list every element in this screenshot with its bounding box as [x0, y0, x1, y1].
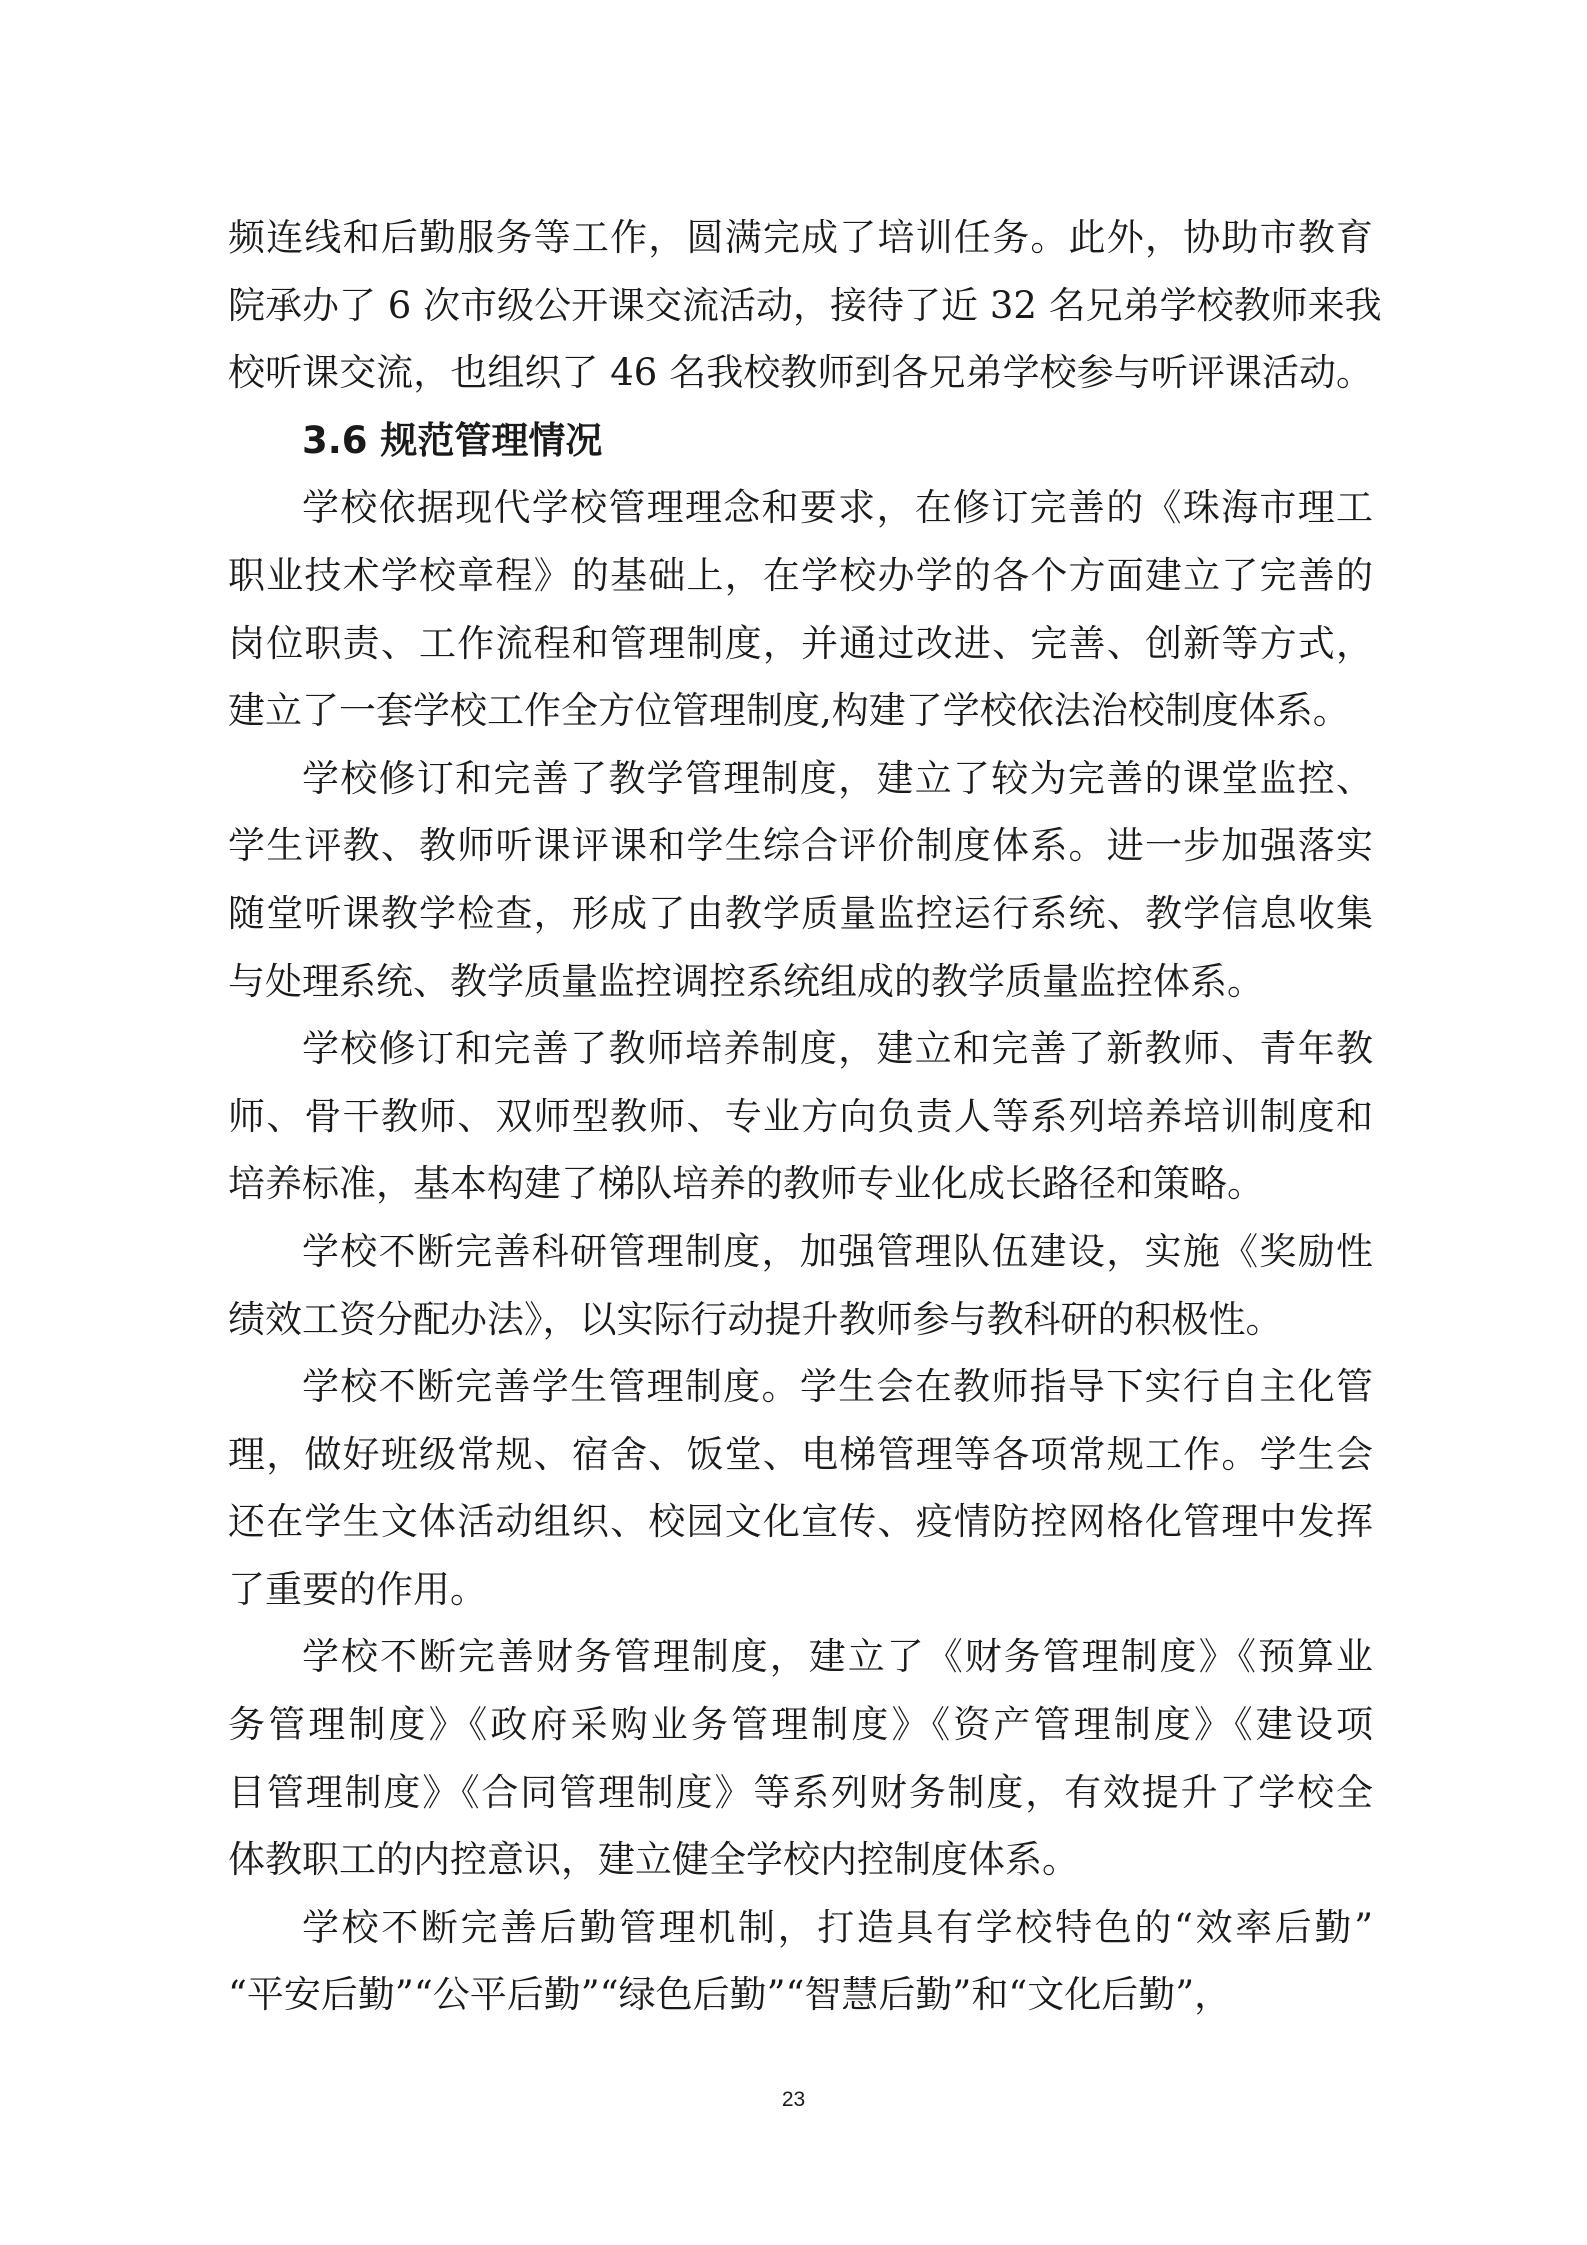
- text-line: 学校修订和完善了教师培养制度，建立和完善了新教师、青年教: [302, 1027, 1373, 1071]
- text-line: “平安后勤”“公平后勤”“绿色后勤”“智慧后勤”和“文化后勤”，: [228, 1973, 1232, 2017]
- text-line: 体教职工的内控意识，建立健全学校内控制度体系。: [228, 1838, 1079, 1882]
- paragraph: [228, 1015, 1373, 1218]
- paragraph: [228, 474, 1373, 744]
- text-line: 校听课交流，也组织了 46 名我校教师到各兄弟学校参与听评课活动。: [228, 351, 1373, 395]
- text-line: 学校不断完善财务管理制度，建立了《财务管理制度》《预算业: [302, 1635, 1373, 1679]
- text-line: 建立了一套学校工作全方位管理制度,构建了学校依法治校制度体系。: [228, 689, 1350, 733]
- paragraph: [228, 1218, 1373, 1353]
- text-line: 师、骨干教师、双师型教师、专业方向负责人等系列培养培训制度和: [228, 1094, 1373, 1138]
- text-line: 学校不断完善学生管理制度。学生会在教师指导下实行自主化管: [302, 1365, 1373, 1409]
- paragraph: [228, 745, 1373, 1015]
- text-line: 岗位职责、工作流程和管理制度，并通过改进、完善、创新等方式，: [228, 621, 1373, 665]
- text-line: 了重要的作用。: [228, 1567, 487, 1611]
- text-line: 学校修订和完善了教学管理制度，建立了较为完善的课堂监控、: [302, 756, 1373, 800]
- text-line: 频连线和后勤服务等工作，圆满完成了培训任务。此外，协助市教育: [228, 216, 1373, 259]
- text-line: 学校不断完善科研管理制度，加强管理队伍建设，实施《奖励性: [302, 1229, 1373, 1273]
- text-line: 学校不断完善后勤管理机制，打造具有学校特色的“效率后勤”: [302, 1905, 1373, 1949]
- text-line: 院承办了 6 次市级公开课交流活动，接待了近 32 名兄弟学校教师来我: [228, 283, 1382, 327]
- text-line: 目管理制度》《合同管理制度》等系列财务制度，有效提升了学校全: [228, 1770, 1373, 1814]
- text-line: 学生评教、教师听课评课和学生综合评价制度体系。进一步加强落实: [228, 824, 1373, 868]
- text-line: 职业技术学校章程》的基础上，在学校办学的各个方面建立了完善的: [228, 553, 1373, 597]
- text-line: 务管理制度》《政府采购业务管理制度》《资产管理制度》《建设项: [228, 1703, 1373, 1747]
- paragraph: [228, 1353, 1373, 1623]
- body-text: [228, 204, 1382, 2029]
- paragraph: [228, 1623, 1373, 1893]
- text-line: 培养标准，基本构建了梯队培养的教师专业化成长路径和策略。: [228, 1162, 1264, 1206]
- text-line: 理，做好班级常规、宿舍、饭堂、电梯管理等各项常规工作。学生会: [228, 1432, 1373, 1476]
- page-number: 23: [781, 2088, 806, 2111]
- heading-text: 3.6 规范管理情况: [302, 418, 603, 462]
- text-line: 绩效工资分配办法》，以实际行动提升教师参与教科研的积极性。: [228, 1297, 1283, 1341]
- section-heading: [228, 407, 1373, 475]
- text-line: 与处理系统、教学质量监控调控系统组成的教学质量监控体系。: [228, 959, 1264, 1003]
- text-line: 学校依据现代学校管理理念和要求，在修订完善的《珠海市理工: [302, 486, 1373, 530]
- text-line: 随堂听课教学检查，形成了由教学质量监控运行系统、教学信息收集: [228, 891, 1373, 935]
- paragraph: [228, 1894, 1373, 2029]
- continued-paragraph: [228, 204, 1382, 407]
- text-line: 还在学生文体活动组织、校园文化宣传、疫情防控网格化管理中发挥: [228, 1500, 1373, 1544]
